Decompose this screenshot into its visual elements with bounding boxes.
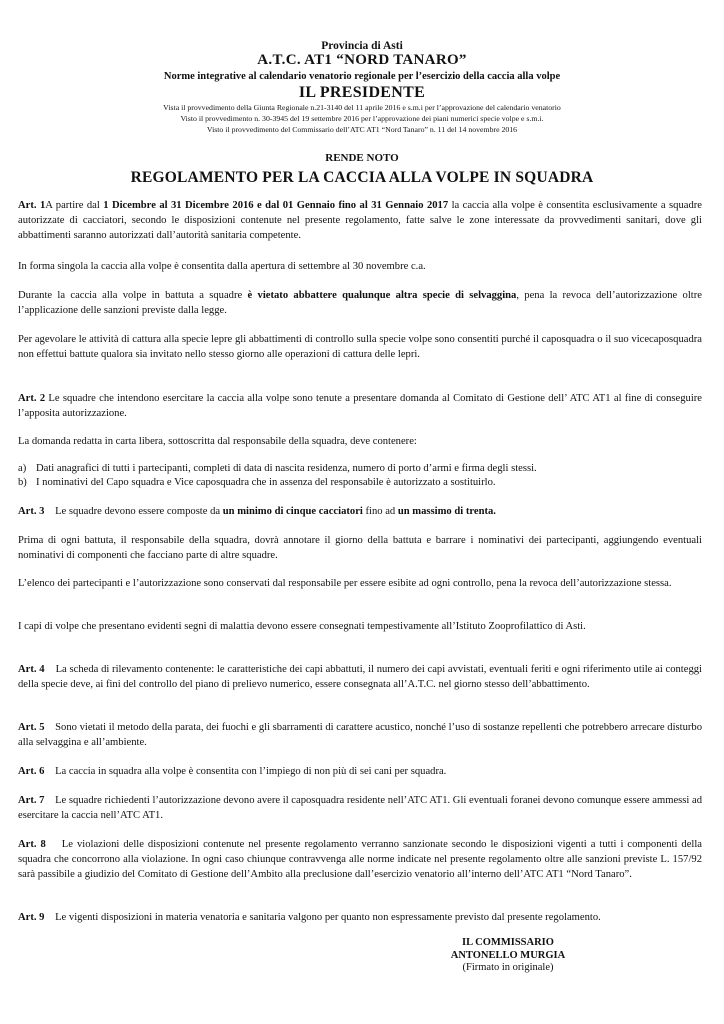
- signature-note: (Firmato in originale): [462, 962, 554, 973]
- paragraph-durante: Durante la caccia alla volpe in battuta a squadre è vietato abbattere qualunque altra specie di selvaggina, pena la revoca dell’autorizzazione oltre l’applicazione delle sanzioni previste dalla legge.: [18, 290, 702, 316]
- article-6: Art. 6 La caccia in squadra alla volpe è consentita con l’impiego di non più di sei cani per squadra.: [18, 766, 447, 777]
- president-heading: IL PRESIDENTE: [298, 84, 426, 101]
- province-heading: Provincia di Asti: [321, 40, 403, 52]
- article-3: Art. 3 Le squadre devono essere composte da un minimo di cinque cacciatori fino ad un massimo di trenta.: [18, 506, 496, 517]
- paragraph-agevolare: Per agevolare le attività di cattura alla specie lepre gli abbattimenti di controllo sulla specie volpe sono consentiti purché il caposquadra o il suo vicecaposquadra non effettui battute qualora sia invitato nello stesso giorno alle operazioni di cattura delle lepri.: [18, 334, 702, 360]
- paragraph-singola: In forma singola la caccia alla volpe è consentita dalla apertura di settembre al 30 novembre c.a.: [18, 261, 426, 272]
- paragraph-capi: I capi di volpe che presentano evidenti segni di malattia devono essere consegnati tempestivamente all’Istituto Zooprofilattico di Asti.: [18, 621, 586, 632]
- article-1: Art. 1A partire dal 1 Dicembre al 31 Dicembre 2016 e dal 01 Gennaio fino al 31 Gennaio 2017 la caccia alla volpe è consentita esclusivamente a squadre autorizzate di cacciatori, secondo le disposizioni contenute nel presente regolamento, fatte salve le zone interessate da provvedimenti sanitari, dove gli abbattimenti saranno autorizzati dall’autorità sanitaria competente.: [18, 200, 702, 241]
- paragraph-prima: Prima di ogni battuta, il responsabile della squadra, dovrà annotare il giorno della battuta e barrare i nominativi dei partecipanti, aggiungendo eventuali nominativi di componenti che facciano parte di altre squadre.: [18, 535, 702, 561]
- article-8: Art. 8 Le violazioni delle disposizioni contenute nel presente regolamento verranno sanzionate secondo le disposizioni vigenti a tutti i componenti della squadra che concorrono alla violazione. In ogni caso chiunque contravvenga alle norme indicate nel presente regolamento oltre alle sanzioni previste L. 157/92 sarà passibile a giudizio del Comitato di Gestione dell’Ambito alla preclusione dall’esercizio venatorio all’interno dell’ATC AT1 “Nord Tanaro”.: [18, 839, 708, 880]
- article-label: Art. 9: [18, 912, 45, 923]
- list-item: a) Dati anagrafici di tutti i partecipanti, completi di data di nascita residenza, numero di porto d’armi e firma degli stessi.: [18, 463, 537, 474]
- article-7: Art. 7 Le squadre richiedenti l’autorizzazione devono avere il caposquadra residente nell’ATC AT1. Gli eventuali foranei devono comunque essere ammessi ad esercitare la caccia nell’ATC AT1.: [18, 795, 705, 821]
- document-title: REGOLAMENTO PER LA CACCIA ALLA VOLPE IN SQUADRA: [130, 169, 594, 186]
- article-2: Art. 2 Le squadre che intendono esercitare la caccia alla volpe sono tenute a presentare domanda al Comitato di Gestione dell’ ATC AT1 al fine di conseguire l’apposita autorizzazione.: [18, 393, 702, 419]
- signature-name: ANTONELLO MURGIA: [450, 949, 566, 961]
- signature-block: [438, 937, 578, 975]
- article-label: Art. 2: [18, 393, 46, 404]
- article-label: Art. 6: [18, 766, 45, 777]
- article-label: Art. 8: [18, 839, 46, 850]
- visto-line: Visto il provvedimento del Commissario dell’ATC AT1 “Nord Tanaro” n. 11 del 14 novembre 2016: [206, 125, 518, 134]
- list-item: b) I nominativi del Capo squadra e Vice caposquadra che in assenza del responsabile è autorizzato a sostituirlo.: [18, 477, 496, 488]
- article-4: Art. 4 La scheda di rilevamento contenente: le caratteristiche dei capi abbattuti, il numero dei capi avvistati, eventuali feriti e ogni riferimento utile ai conteggi della specie deve, ai fini del controllo del piano di prelievo numerico, essere consegnata all’A.T.C. nel giorno stesso dell’abbattimento.: [18, 664, 705, 690]
- signature-role: IL COMMISSARIO: [462, 937, 554, 948]
- norme-subtitle: Norme integrative al calendario venatorio regionale per l’esercizio della caccia alla volpe: [163, 71, 561, 82]
- article-dates: 1 Dicembre al 31 Dicembre 2016 e dal 01 Gennaio fino al 31 Gennaio 2017: [103, 200, 449, 211]
- article-label: Art. 1: [18, 200, 46, 211]
- article-9: Art. 9 Le vigenti disposizioni in materia venatoria e sanitaria valgono per quanto non espressamente previsto dal presente regolamento.: [18, 912, 601, 923]
- article-5: Art. 5 Sono vietati il metodo della parata, dei fuochi e gli sbarramenti di carattere acustico, nonché l’uso di sostanze repellenti che potrebbero arrecare disturbo alla selvaggina e all’ambiente.: [18, 722, 705, 748]
- visto-line: Vista il provvedimento della Giunta Regionale n.21-3140 del 11 aprile 2016 e s.m.i per l’approvazione del calendario venatorio: [163, 103, 561, 112]
- article-label: Art. 3: [18, 506, 45, 517]
- atc-heading: A.T.C. AT1 “NORD TANARO”: [257, 52, 467, 68]
- rende-noto-heading: RENDE NOTO: [325, 152, 399, 164]
- article-label: Art. 4: [18, 664, 45, 675]
- visto-line: Visto il provvedimento n. 30-3945 del 19 settembre 2016 per l’approvazione dei piani numerici specie volpe e s.m.i.: [180, 114, 544, 123]
- paragraph-elenco: L’elenco dei partecipanti e l’autorizzazione sono conservati dal responsabile per essere esibite ad ogni controllo, pena la revoca dell’autorizzazione stessa.: [18, 578, 672, 589]
- article-label: Art. 7: [18, 795, 45, 806]
- article-label: Art. 5: [18, 722, 45, 733]
- paragraph-domanda: La domanda redatta in carta libera, sottoscritta dal responsabile della squadra, deve contenere:: [18, 436, 417, 447]
